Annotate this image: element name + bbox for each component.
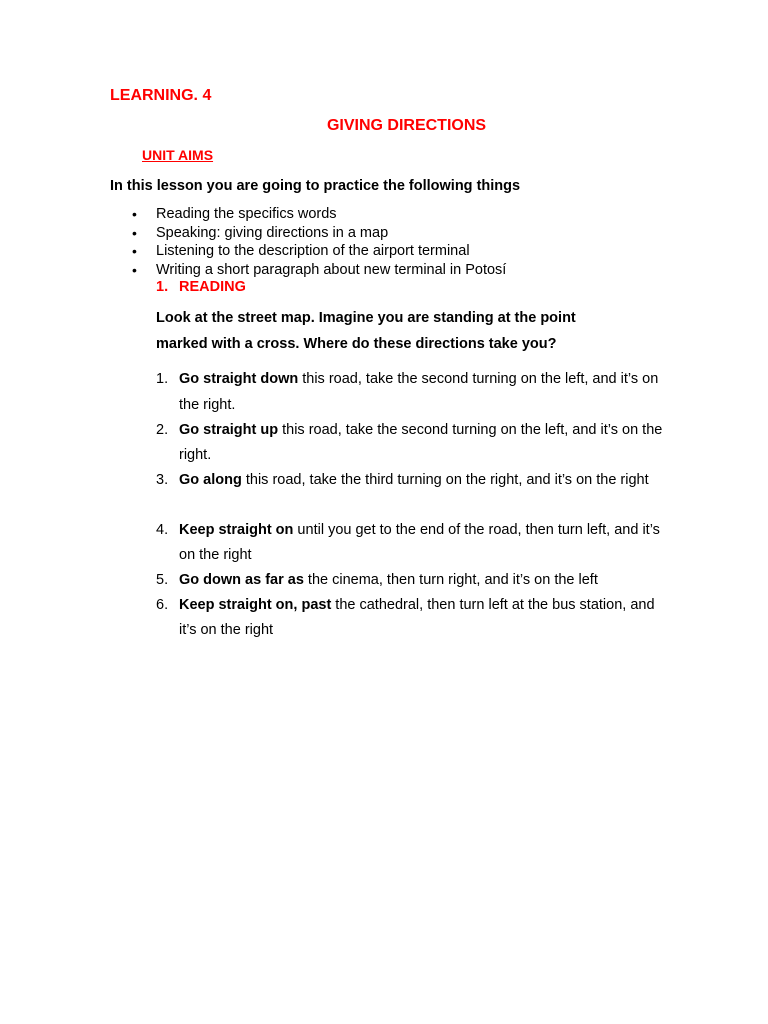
direction-number: 1. bbox=[156, 371, 169, 387]
list-item-text: Reading the specifics words bbox=[156, 206, 337, 222]
direction-rest: this road, take the third turning on the right, and it’s on the right bbox=[241, 471, 649, 488]
direction-rest: the cathedral, then turn left at the bus station, and it’s on the right bbox=[179, 596, 655, 638]
bullet-icon: • bbox=[132, 261, 137, 278]
direction-rest: this road, take the second turning on the left, and it’s on the right. bbox=[179, 371, 659, 413]
direction-text bbox=[179, 568, 665, 594]
direction-phrase: Keep straight on bbox=[179, 521, 294, 538]
direction-rest: the cinema, then turn right, and it’s on the left bbox=[303, 571, 598, 588]
intro-text: In this lesson you are going to practice the following things bbox=[110, 178, 521, 194]
direction-text bbox=[179, 518, 665, 569]
list-item-text: Writing a short paragraph about new terminal in Potosí bbox=[156, 261, 507, 278]
section-heading-reading bbox=[156, 279, 246, 295]
direction-number: 2. bbox=[156, 421, 169, 438]
direction-text bbox=[179, 468, 665, 494]
unit-aims-heading: UNIT AIMS bbox=[142, 147, 214, 163]
lesson-heading: LEARNING. 4 bbox=[110, 87, 212, 104]
bullet-icon: • bbox=[132, 243, 137, 259]
list-item-text: Listening to the description of the airport terminal bbox=[156, 243, 470, 259]
direction-rest: this road, take the second turning on the left, and it’s on the right. bbox=[179, 421, 663, 463]
direction-number: 4. bbox=[156, 521, 169, 538]
direction-phrase: Go down as far as bbox=[179, 571, 304, 588]
direction-number: 3. bbox=[156, 471, 169, 488]
direction-number: 6. bbox=[156, 596, 169, 613]
direction-text bbox=[179, 593, 665, 644]
direction-phrase: Keep straight on, past bbox=[179, 596, 332, 613]
direction-phrase: Go straight down bbox=[179, 371, 299, 387]
direction-text bbox=[179, 418, 665, 469]
page-title: GIVING DIRECTIONS bbox=[326, 117, 487, 134]
instruction-text: Look at the street map. Imagine you are standing at the point marked with a cross. Where do these directions take you? bbox=[156, 310, 576, 352]
section-number: 1. bbox=[156, 279, 169, 295]
direction-number: 5. bbox=[156, 571, 169, 588]
direction-phrase: Go straight up bbox=[179, 421, 279, 438]
section-label: READING bbox=[179, 279, 246, 295]
list-item-text: Speaking: giving directions in a map bbox=[156, 224, 389, 241]
direction-text bbox=[179, 367, 665, 418]
direction-phrase: Go along bbox=[179, 471, 242, 488]
bullet-icon: • bbox=[132, 206, 137, 222]
bullet-icon: • bbox=[132, 224, 137, 241]
direction-rest: until you get to the end of the road, then turn left, and it’s on the right bbox=[179, 521, 660, 563]
